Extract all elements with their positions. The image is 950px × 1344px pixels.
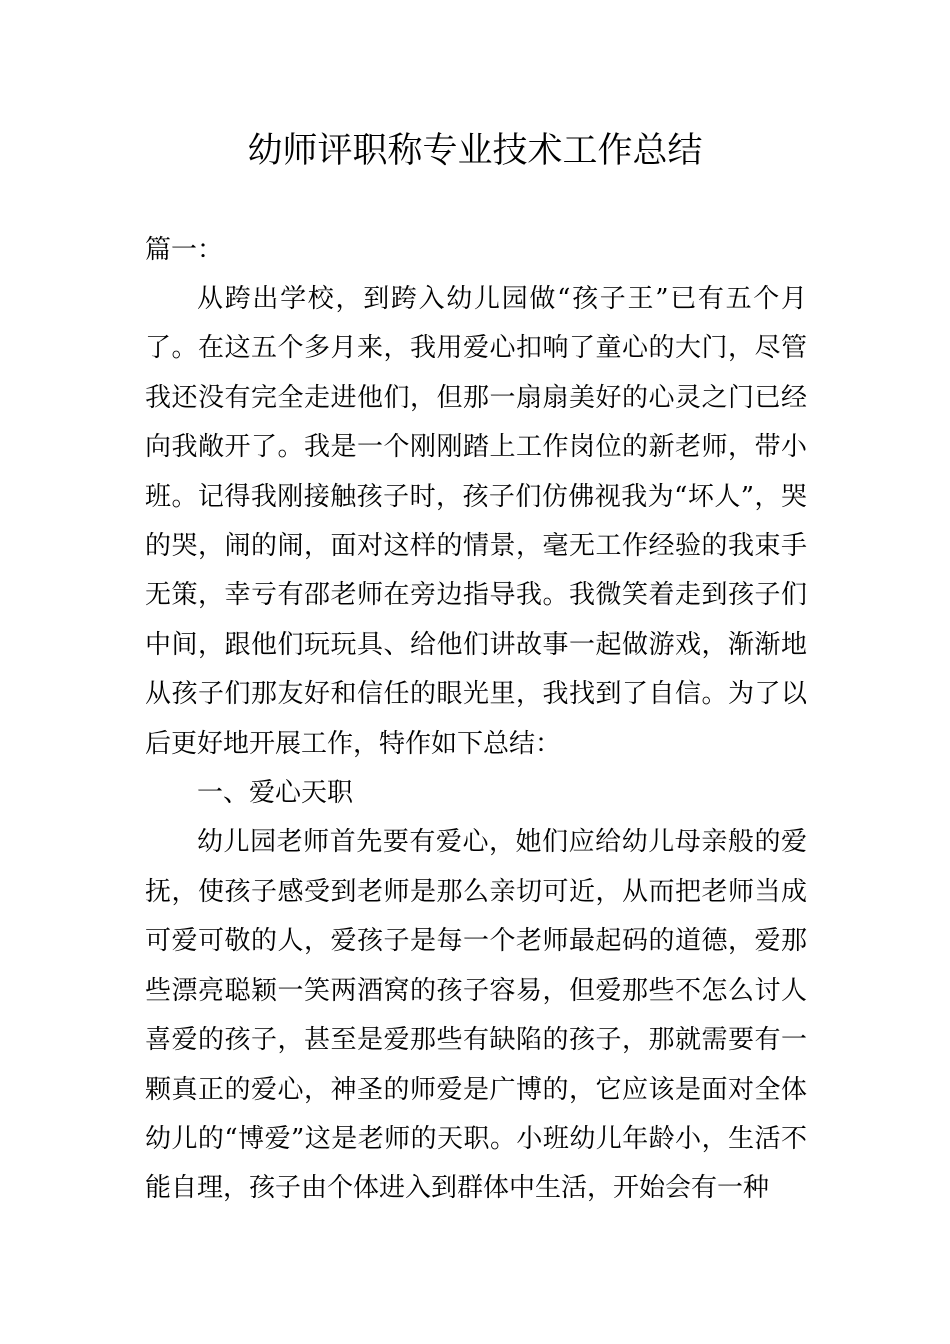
document-title: 幼师评职称专业技术工作总结 (247, 131, 703, 171)
heading-love-duty: 一、爱心天职 (197, 778, 354, 809)
section-label: 篇一： (145, 235, 224, 265)
paragraph-intro: 从跨出学校，到跨入幼儿园做“孩子王”已有五个月了。在这五个多月来，我用爱心扣响了童心的大门，尽管我还没有完全走进他们，但那一扇扇美好的心灵之门已经向我敞开了。我是一个刚刚踏上工作岗位的新老师，带小班。记得我刚接触孩子时，孩子们仿佛视我为“坏人”，哭的哭，闹的闹，面对这样的情景，毫无工作经验的我束手无策，幸亏有邵老师在旁边指导我。我微笑着走到孩子们中间，跟他们玩玩具、给他们讲故事一起做游戏，渐渐地从孩子们那友好和信任的眼光里，我找到了自信。为了以后更好地开展工作，特作如下总结： (145, 284, 807, 759)
paragraph-love-duty: 幼儿园老师首先要有爱心，她们应给幼儿母亲般的爱抚，使孩子感受到老师是那么亲切可近，从而把老师当成可爱可敬的人，爱孩子是每一个老师最起码的道德，爱那些漂亮聪颖一笑两酒窝的孩子容易，但爱那些不怎么讨人喜爱的孩子，甚至是爱那些有缺陷的孩子，那就需要有一颗真正的爱心，神圣的师爱是广博的，它应该是面对全体幼儿的“博爱”这是老师的天职。小班幼儿年龄小，生活不能自理，孩子由个体进入到群体中生活，开始会有一种 (145, 827, 807, 1204)
document-body (145, 275, 807, 1214)
